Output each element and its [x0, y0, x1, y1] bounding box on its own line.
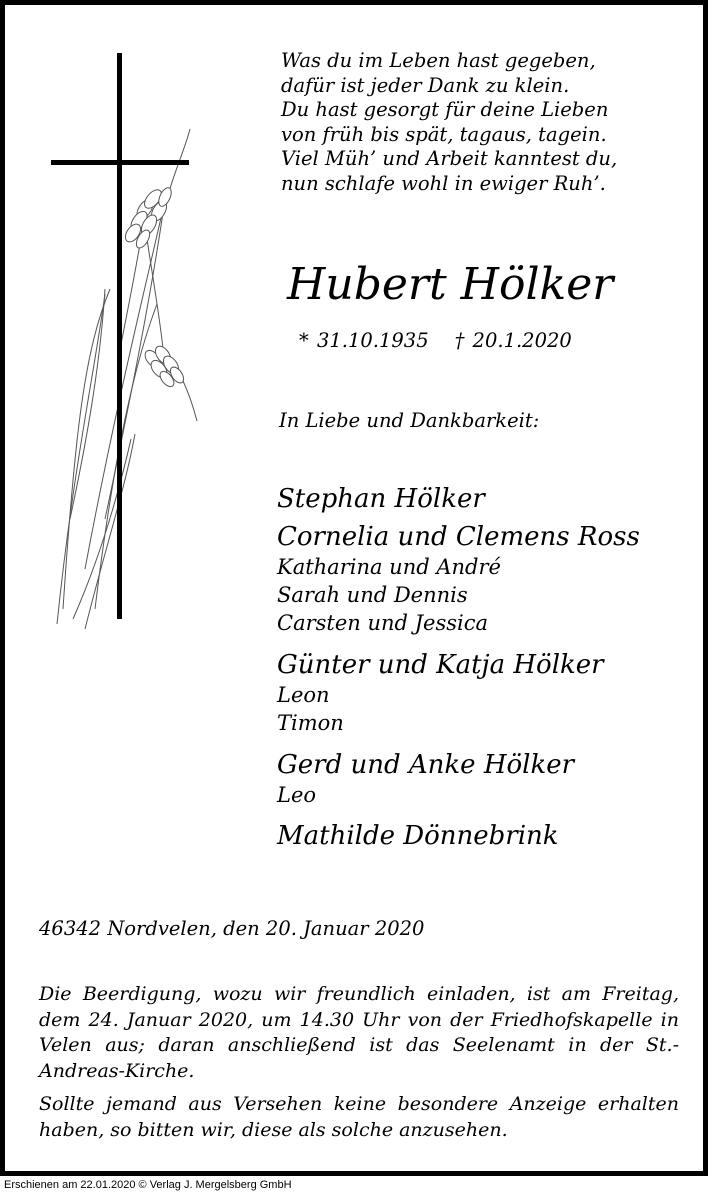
cross-with-wheat-illustration	[45, 49, 215, 639]
family-sub-member: Carsten und Jessica	[277, 611, 489, 635]
poem-line: dafür ist jeder Dank zu klein.	[281, 73, 570, 97]
funeral-announcement: Die Beerdigung, wozu wir freundlich einladen, ist am Freitag, dem 24. Januar 2020, um 14.30 Uhr von der Friedhofskapelle in Velen aus; daran anschließend ist das Seelenamt in der St.-Andreas-Kirche.	[39, 983, 679, 1082]
death-date: † 20.1.2020	[454, 329, 572, 352]
family-member: Stephan Hölker	[277, 484, 485, 514]
family-member: Gerd und Anke Hölker	[277, 750, 575, 780]
family-member: Cornelia und Clemens Ross	[277, 522, 640, 552]
family-sub-member: Leo	[277, 783, 317, 807]
family-sub-member: Leon	[277, 683, 330, 707]
dedication: In Liebe und Dankbarkeit:	[279, 409, 540, 432]
poem-line: nun schlafe wohl in ewiger Ruh’.	[281, 171, 606, 195]
family-member: Günter und Katja Hölker	[277, 650, 604, 680]
poem-line: Du hast gesorgt für deine Lieben	[281, 98, 609, 121]
family-sub-member: Katharina und André	[277, 555, 501, 579]
place-and-date: 46342 Nordvelen, den 20. Januar 2020	[39, 917, 425, 940]
birth-date: * 31.10.1935	[299, 329, 429, 352]
publication-footer: Erschienen am 22.01.2020 © Verlag J. Mergelsberg GmbH	[4, 1179, 292, 1191]
notice-text: Sollte jemand aus Versehen keine besondere Anzeige erhalten haben, so bitten wir, diese als solche anzusehen.	[39, 1093, 679, 1141]
family-member: Mathilde Dönnebrink	[277, 821, 559, 851]
poem-line: von früh bis spät, tagaus, tagein.	[281, 122, 607, 146]
poem	[281, 49, 617, 196]
family-sub-member: Timon	[277, 711, 344, 735]
poem-line: Was du im Leben hast gegeben,	[281, 49, 596, 72]
deceased-name: Hubert Hölker	[287, 259, 614, 310]
family-sub-member: Sarah und Dennis	[277, 583, 468, 607]
cross-icon	[117, 53, 122, 619]
poem-line: Viel Müh’ und Arbeit kanntest du,	[281, 147, 618, 170]
life-dates	[299, 329, 572, 352]
